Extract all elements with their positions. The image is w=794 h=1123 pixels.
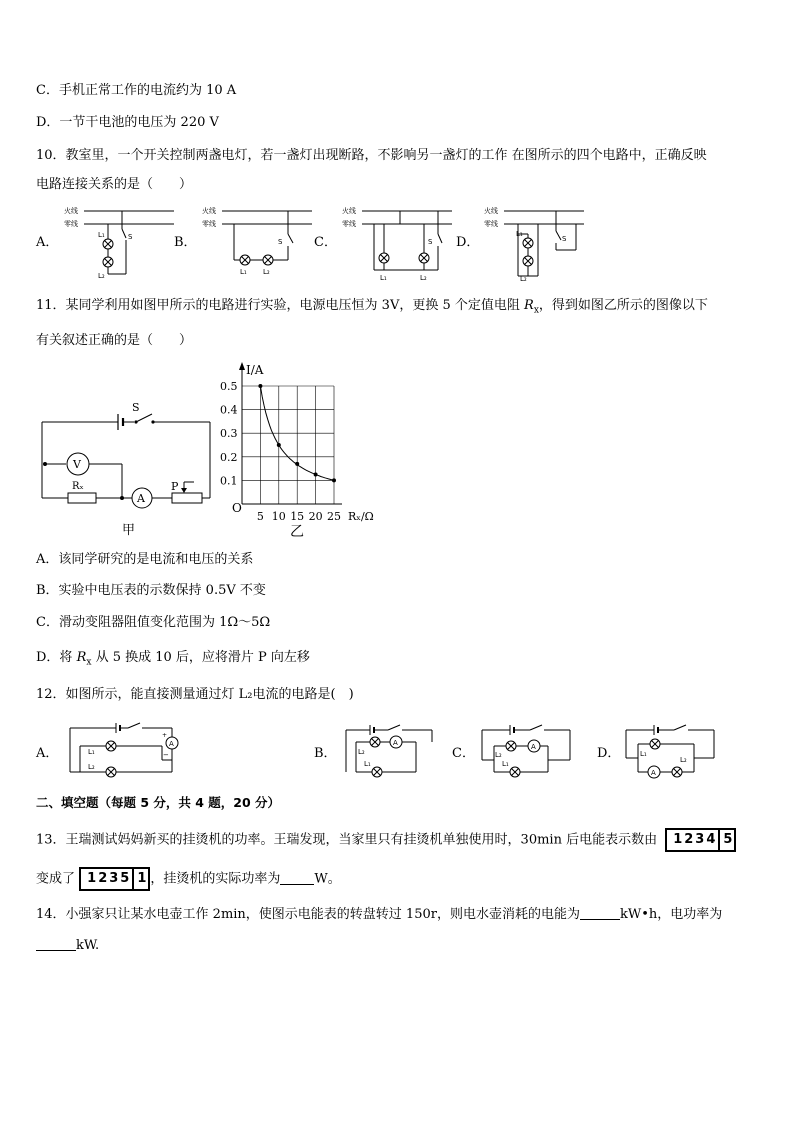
lamp1-label: L₁ bbox=[88, 748, 95, 756]
fire-line-label: 火线 bbox=[64, 207, 78, 215]
x-tick-labels bbox=[257, 510, 341, 523]
meter-digits: 1234 bbox=[673, 832, 718, 847]
y-tick-label: 0.3 bbox=[220, 427, 238, 441]
q14-energy-blank[interactable] bbox=[580, 905, 620, 920]
lamp1-label: L₁ bbox=[502, 760, 509, 768]
rx-subscript: x bbox=[86, 657, 92, 668]
x-tick-label: 10 bbox=[271, 510, 286, 523]
q12-stem: 12．如图所示，能直接测量通过灯 L₂电流的电路是( ) bbox=[36, 687, 354, 702]
switch-label: S bbox=[562, 235, 567, 243]
q13-stem-line1 bbox=[36, 828, 736, 852]
data-point bbox=[258, 384, 262, 388]
data-point bbox=[295, 462, 299, 466]
meter-digits: 1235 bbox=[87, 871, 132, 886]
fire-line-label: 火线 bbox=[484, 207, 498, 215]
lamp2-label: L₂ bbox=[520, 275, 527, 282]
y-tick-label: 0.5 bbox=[220, 380, 238, 393]
q13-stem-text: 13．王瑞测试妈妈新买的挂烫机的功率。王瑞发现，当家里只有挂烫机单独使用时，30min 后电能表示数由 bbox=[36, 832, 658, 848]
meter-reading-start bbox=[665, 828, 736, 852]
q12-option-d-label: D． bbox=[597, 746, 621, 761]
q10-option-b-label: B． bbox=[174, 235, 197, 250]
ammeter-label: A bbox=[393, 739, 398, 747]
lamp2-label: L₂ bbox=[495, 751, 502, 759]
q11-option-d-text-end: 从 5 换成 10 后，应将滑片 P 向左移 bbox=[91, 650, 310, 665]
q12-circuit-b bbox=[342, 720, 438, 780]
lamp1-label: L₁ bbox=[240, 268, 247, 276]
q13-stem-text: 变成了 bbox=[36, 871, 76, 887]
lamp1-label: L₁ bbox=[380, 274, 387, 282]
x-tick-label: 5 bbox=[256, 510, 264, 523]
neutral-line-label: 零线 bbox=[64, 220, 78, 228]
q14-power-blank[interactable] bbox=[36, 936, 76, 951]
q10-option-c-label: C． bbox=[314, 235, 337, 250]
rx-subscript: x bbox=[533, 305, 539, 316]
q11-option-d-text: D．将 bbox=[36, 650, 77, 665]
switch-label: S bbox=[132, 401, 140, 414]
rx-label: Rₓ bbox=[72, 481, 84, 492]
q13-answer-blank[interactable] bbox=[280, 870, 314, 885]
switch-label: S bbox=[278, 238, 283, 246]
fire-line-label: 火线 bbox=[342, 207, 356, 215]
q10-circuit-a bbox=[60, 204, 178, 282]
ammeter-label: A bbox=[531, 743, 536, 751]
x-tick-label: 20 bbox=[308, 510, 323, 523]
voltmeter-label: V bbox=[73, 458, 81, 471]
lamp1-label: L₁ bbox=[640, 750, 647, 758]
q12-option-c-label: C． bbox=[452, 746, 475, 761]
q11-stem-line1 bbox=[36, 297, 708, 320]
q11-option-d bbox=[36, 649, 310, 672]
rx-variable: R bbox=[524, 298, 534, 313]
q12-circuit-d bbox=[622, 720, 718, 784]
graph-grid bbox=[242, 386, 334, 504]
ammeter-label: A bbox=[169, 740, 174, 748]
y-axis-label: I/A bbox=[246, 363, 264, 377]
x-tick-label: 25 bbox=[327, 510, 341, 523]
q10-option-a-label: A． bbox=[36, 235, 59, 250]
q14-stem-line1 bbox=[36, 905, 722, 924]
figure-jia-label: 甲 bbox=[122, 523, 136, 538]
lamp1-label: L₁ bbox=[516, 230, 523, 238]
q10-circuit-b bbox=[198, 204, 316, 282]
q11-graph-yi bbox=[218, 360, 388, 542]
x-tick-label: 15 bbox=[290, 510, 305, 523]
lamp2-label: L₂ bbox=[680, 756, 687, 764]
data-point bbox=[314, 473, 318, 477]
q11-stem-text: 11．某同学利用如图甲所示的电路进行实验，电源电压恒为 3V，更换 5 个定值电阻 bbox=[36, 298, 525, 313]
q11-stem-text-end: ，得到如图乙所示的图像以下 bbox=[538, 298, 708, 313]
q11-option-b: B．实验中电压表的示数保持 0.5V 不变 bbox=[36, 583, 266, 598]
svg-text:−: − bbox=[163, 751, 169, 759]
y-tick-label: 0.2 bbox=[220, 450, 238, 464]
q13-unit: W。 bbox=[314, 871, 341, 887]
q14-stem-text: 14．小强家只让某水电壶工作 2min，使图示电能表的转盘转过 150r，则电水壶消耗的电能为 bbox=[36, 907, 580, 922]
q10-option-d-label: D． bbox=[456, 235, 480, 250]
q12-option-b-label: B． bbox=[314, 746, 337, 761]
switch-label: S bbox=[428, 238, 433, 246]
ammeter-label: A bbox=[137, 492, 145, 505]
rx-variable: R bbox=[76, 650, 87, 665]
data-point bbox=[332, 478, 336, 482]
y-tick-label: 0.4 bbox=[220, 403, 238, 417]
svg-text:+: + bbox=[162, 732, 168, 739]
switch-label: S bbox=[128, 233, 133, 241]
q11-option-c: C．滑动变阻器阻值变化范围为 1Ω～5Ω bbox=[36, 615, 271, 630]
fire-line-label: 火线 bbox=[202, 207, 216, 215]
meter-decimal-digit: 5 bbox=[718, 830, 732, 850]
q12-circuit-a bbox=[64, 720, 184, 784]
origin-label: O bbox=[232, 501, 242, 515]
q13-stem-line2 bbox=[36, 867, 341, 891]
lamp1-label: L₁ bbox=[364, 760, 371, 768]
data-point bbox=[277, 443, 281, 447]
neutral-line-label: 零线 bbox=[202, 220, 216, 228]
q10-circuit-d bbox=[480, 204, 598, 282]
q14-unit-energy: kW•h，电功率为 bbox=[619, 907, 723, 922]
y-tick-label: 0.1 bbox=[220, 474, 238, 488]
q9-option-d: D．一节干电池的电压为 220 V bbox=[36, 115, 219, 130]
q14-unit-power: kW. bbox=[76, 938, 100, 953]
lamp1-label: L₁ bbox=[98, 231, 105, 239]
lamp2-label: L₂ bbox=[358, 748, 365, 756]
q10-stem-line1: 10．教室里，一个开关控制两盏电灯，若一盏灯出现断路，不影响另一盏灯的工作 在图所示的四个电路中，正确反映 bbox=[36, 148, 707, 163]
q11-stem-line2: 有关叙述正确的是（ ） bbox=[36, 333, 193, 348]
neutral-line-label: 零线 bbox=[484, 220, 498, 228]
q10-circuit-c bbox=[338, 204, 456, 282]
meter-reading-end bbox=[79, 867, 150, 891]
lamp2-label: L₂ bbox=[420, 274, 427, 282]
q12-option-a-label: A． bbox=[36, 746, 59, 761]
section-fill-blank-title: 二、填空题（每题 5 分，共 4 题，20 分） bbox=[36, 795, 281, 810]
q11-circuit-jia bbox=[34, 398, 224, 544]
y-tick-labels bbox=[220, 380, 238, 487]
q11-option-a: A．该同学研究的是电流和电压的关系 bbox=[36, 552, 254, 567]
q13-stem-text-end: ，挂烫机的实际功率为 bbox=[150, 871, 281, 887]
lamp2-label: L₂ bbox=[263, 268, 270, 276]
lamp2-label: L₂ bbox=[88, 763, 95, 771]
ammeter-label: A bbox=[651, 769, 656, 777]
meter-decimal-digit: 1 bbox=[132, 869, 146, 889]
q12-circuit-c bbox=[478, 720, 574, 780]
lamp2-label: L₂ bbox=[98, 272, 105, 280]
q9-option-c: C．手机正常工作的电流约为 10 A bbox=[36, 83, 237, 98]
slider-p-label: P bbox=[171, 480, 179, 493]
neutral-line-label: 零线 bbox=[342, 220, 356, 228]
q10-stem-line2: 电路连接关系的是（ ） bbox=[36, 177, 193, 192]
figure-yi-label: 乙 bbox=[290, 524, 304, 540]
q14-stem-line2 bbox=[36, 936, 99, 955]
x-axis-label: Rₓ/Ω bbox=[348, 510, 374, 523]
